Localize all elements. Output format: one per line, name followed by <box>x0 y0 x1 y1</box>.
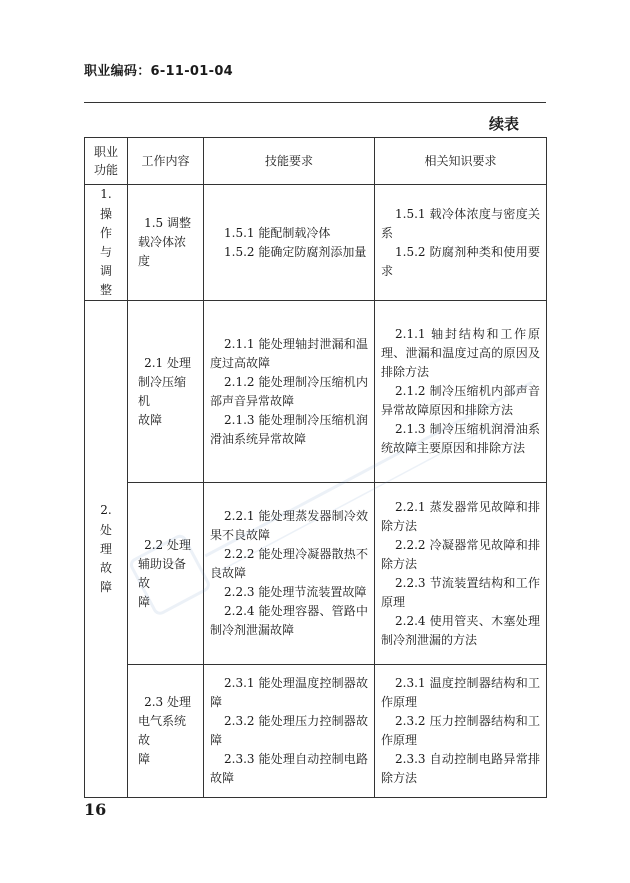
work-content-line: 故障 <box>138 412 163 427</box>
knowledge-cell <box>375 665 547 798</box>
knowledge-item: 2.3.2 压力控制器结构和工作原理 <box>381 714 540 747</box>
function-char: 处 <box>99 523 112 537</box>
work-content-line: 1.5 调整 <box>144 216 191 230</box>
work-content-cell <box>128 665 204 798</box>
work-content-line: 2.3 处理 <box>144 695 191 709</box>
knowledge-cell <box>375 483 547 665</box>
work-content-line: 障 <box>138 752 151 766</box>
header-function <box>85 138 128 185</box>
knowledge-item: 2.2.1 蒸发器常见故障和排除方法 <box>381 499 540 533</box>
skill-item: 2.1.3 能处理制冷压缩机润滑油系统异常故障 <box>210 412 368 446</box>
knowledge-item: 2.1.3 制冷压缩机润滑油系统故障主要原因和排除方法 <box>381 422 540 455</box>
continued-label: 续表 <box>489 115 520 133</box>
skills-cell <box>204 185 375 301</box>
knowledge-cell <box>375 301 547 483</box>
page-number: 16 <box>84 800 107 819</box>
skill-item: 2.3.1 能处理温度控制器故障 <box>210 676 368 709</box>
function-char: 理 <box>99 542 112 556</box>
work-content-cell <box>128 185 204 301</box>
knowledge-item: 1.5.2 防腐剂种类和使用要求 <box>381 244 540 278</box>
table-row <box>85 665 547 798</box>
function-number: 1. <box>100 187 112 201</box>
function-char: 操 <box>99 207 112 221</box>
knowledge-cell <box>375 185 547 301</box>
work-content-cell <box>128 483 204 665</box>
skill-item: 2.1.2 能处理制冷压缩机内部声音异常故障 <box>210 374 368 408</box>
knowledge-item: 2.2.4 使用管夹、木塞处理制冷剂泄漏的方法 <box>381 613 540 647</box>
function-number: 2. <box>100 503 112 517</box>
knowledge-item: 1.5.1 载冷体浓度与密度关系 <box>381 206 540 240</box>
skills-cell <box>204 665 375 798</box>
header-function-label: 职业功能 <box>93 145 118 177</box>
work-content-line: 2.1 处理 <box>144 355 191 370</box>
skill-item: 1.5.1 能配制载冷体 <box>224 225 331 240</box>
table-header-row <box>85 138 547 185</box>
skills-table <box>84 137 547 798</box>
header-knowledge: 相关知识要求 <box>375 138 547 185</box>
skill-item: 1.5.2 能确定防腐剂添加量 <box>224 244 367 259</box>
work-content-line: 电气系统故 <box>138 714 187 747</box>
work-content-line: 障 <box>138 594 151 609</box>
skill-item: 2.2.1 能处理蒸发器制冷效果不良故障 <box>210 509 368 542</box>
knowledge-item: 2.1.2 制冷压缩机内部声音异常故障原因和排除方法 <box>381 384 540 417</box>
skill-item: 2.2.3 能处理节流装置故障 <box>224 585 367 599</box>
skills-cell <box>204 483 375 665</box>
work-content-line: 载冷体浓度 <box>138 235 187 268</box>
table-row <box>85 483 547 665</box>
knowledge-item: 2.2.3 节流装置结构和工作原理 <box>381 575 540 609</box>
skill-item: 2.2.4 能处理容器、管路中制冷剂泄漏故障 <box>210 604 368 637</box>
function-char: 整 <box>99 283 112 297</box>
function-char: 调 <box>99 264 112 278</box>
header-rule <box>84 102 546 103</box>
work-content-line: 辅助设备故 <box>138 556 187 590</box>
work-content-line: 2.2 处理 <box>144 537 191 552</box>
skill-item: 2.1.1 能处理轴封泄漏和温度过高故障 <box>210 336 368 370</box>
function-cell-1 <box>85 185 128 301</box>
skill-item: 2.3.3 能处理自动控制电路故障 <box>210 752 368 785</box>
table-row <box>85 185 547 301</box>
occupation-code: 职业编码：6-11-01-04 <box>84 64 234 79</box>
knowledge-item: 2.3.3 自动控制电路异常排除方法 <box>381 752 540 785</box>
function-cell-2 <box>85 301 128 798</box>
work-content-cell <box>128 301 204 483</box>
function-char: 作 <box>99 226 112 240</box>
skills-cell <box>204 301 375 483</box>
header-skills: 技能要求 <box>204 138 375 185</box>
table-row <box>85 301 547 483</box>
function-char: 与 <box>99 245 112 259</box>
knowledge-item: 2.2.2 冷凝器常见故障和排除方法 <box>381 537 540 571</box>
knowledge-item: 2.3.1 温度控制器结构和工作原理 <box>381 676 540 709</box>
function-char: 故 <box>99 561 112 575</box>
skill-item: 2.3.2 能处理压力控制器故障 <box>210 714 368 747</box>
skill-item: 2.2.2 能处理冷凝器散热不良故障 <box>210 547 368 580</box>
work-content-line: 制冷压缩机 <box>138 374 187 408</box>
header-work: 工作内容 <box>128 138 204 185</box>
knowledge-item: 2.1.1 轴封结构和工作原理、泄漏和温度过高的原因及排除方法 <box>381 327 540 379</box>
function-char: 障 <box>99 580 112 594</box>
